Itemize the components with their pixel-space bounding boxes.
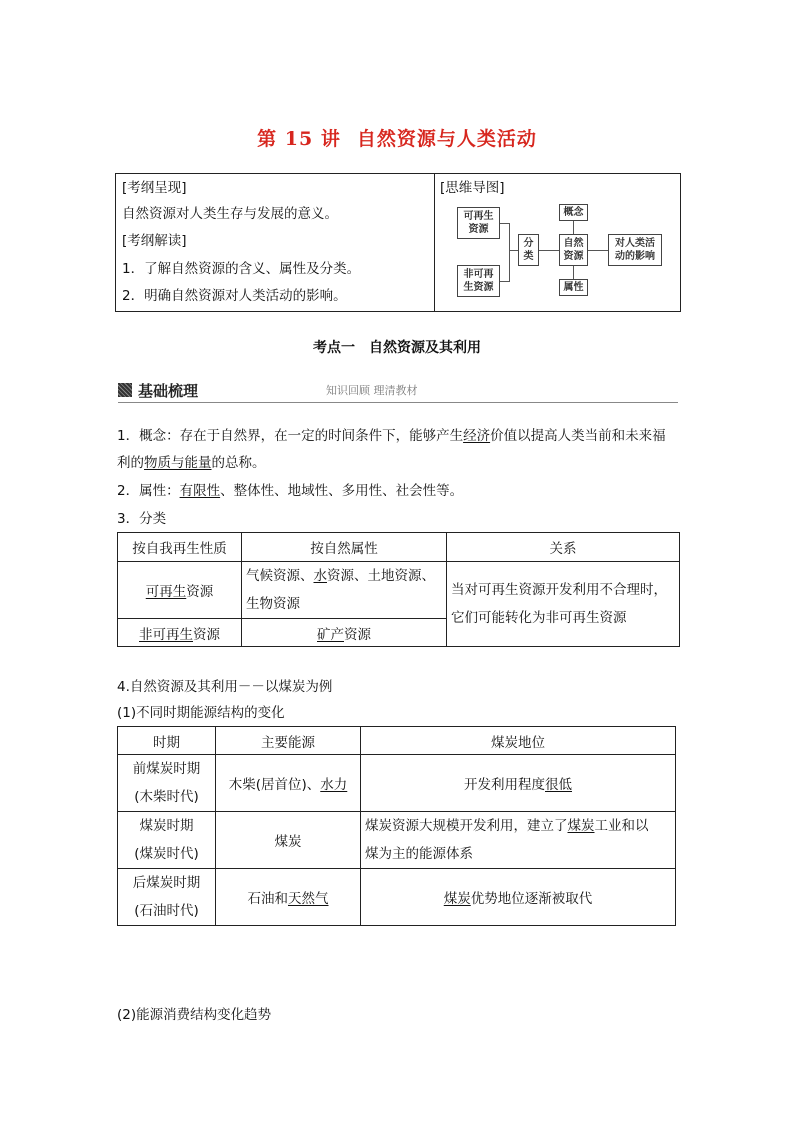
outline-heading-presented: [考纲呈现] xyxy=(122,180,187,196)
concept-paragraph-cont: 利的物质与能量的总称。 xyxy=(117,455,266,471)
table-header: 按自然属性 xyxy=(242,533,447,562)
energy-structure-heading: (1)不同时期能源结构的变化 xyxy=(117,705,285,721)
section-title: 考点一 自然资源及其利用 xyxy=(313,340,481,356)
table-cell: 煤炭时期 (煤炭时代) xyxy=(118,812,216,869)
mindmap-natural-resources-node: 自然 资源 xyxy=(559,234,588,266)
energy-structure-table xyxy=(117,726,676,926)
table-cell: 石油和天然气 xyxy=(216,869,361,926)
basics-banner xyxy=(118,378,678,408)
banner-icon xyxy=(118,383,132,397)
banner-subtitle: 知识回顾 理清教材 xyxy=(326,384,418,397)
outline-box xyxy=(115,173,681,312)
lesson-title: 自然资源与人类活动 xyxy=(356,128,537,150)
outline-heading-interpretation: [考纲解读] xyxy=(122,233,187,249)
attribute-paragraph: 2．属性：有限性、整体性、地域性、多用性、社会性等。 xyxy=(117,483,464,499)
classification-table xyxy=(117,532,680,647)
outline-presented-text: 自然资源对人类生存与发展的意义。 xyxy=(122,206,338,222)
table-cell: 当对可再生资源开发利用不合理时， 它们可能转化为非可再生资源 xyxy=(447,562,680,647)
table-cell: 矿产资源 xyxy=(242,619,447,647)
consumption-trend-heading: (2)能源消费结构变化趋势 xyxy=(117,1007,272,1023)
banner-title: 基础梳理 xyxy=(138,382,199,400)
table-cell: 气候资源、水资源、土地资源、 生物资源 xyxy=(242,562,447,619)
table-header: 按自我再生性质 xyxy=(118,533,242,562)
table-header: 主要能源 xyxy=(216,727,361,755)
table-cell: 前煤炭时期 (木柴时代) xyxy=(118,755,216,812)
mindmap-renewable-node: 可再生 资源 xyxy=(457,207,500,239)
mindmap-title: [思维导图] xyxy=(440,180,505,196)
table-cell: 煤炭 xyxy=(216,812,361,869)
concept-paragraph: 1．概念：存在于自然界，在一定的时间条件下，能够产生经济价值以提高人类当前和未来福 xyxy=(117,428,666,444)
table-cell: 木柴(居首位)、水力 xyxy=(216,755,361,812)
mindmap-classify-node: 分 类 xyxy=(518,234,539,266)
table-cell: 后煤炭时期 (石油时代) xyxy=(118,869,216,926)
lesson-number: 第 15 讲 xyxy=(257,128,341,150)
mindmap-nonrenewable-node: 非可再 生资源 xyxy=(457,265,500,297)
table-header: 煤炭地位 xyxy=(361,727,676,755)
mindmap-attribute-node: 属性 xyxy=(559,279,588,296)
table-cell: 开发利用程度很低 xyxy=(361,755,676,812)
classification-heading: 3．分类 xyxy=(117,511,167,527)
table-cell: 煤炭优势地位逐渐被取代 xyxy=(361,869,676,926)
page-title xyxy=(0,124,794,151)
table-cell: 煤炭资源大规模开发利用，建立了煤炭工业和以 煤为主的能源体系 xyxy=(361,812,676,869)
table-cell: 非可再生资源 xyxy=(118,619,242,647)
table-cell: 可再生资源 xyxy=(118,562,242,619)
table-header: 时期 xyxy=(118,727,216,755)
table-header: 关系 xyxy=(447,533,680,562)
coal-example-heading: 4.自然资源及其利用－－以煤炭为例 xyxy=(117,679,333,695)
mindmap-concept-node: 概念 xyxy=(559,204,588,221)
mindmap-impact-node: 对人类活 动的影响 xyxy=(608,234,662,266)
outline-interpretation-item-2: 2．明确自然资源对人类活动的影响。 xyxy=(122,288,347,304)
outline-interpretation-item-1: 1．了解自然资源的含义、属性及分类。 xyxy=(122,261,361,277)
